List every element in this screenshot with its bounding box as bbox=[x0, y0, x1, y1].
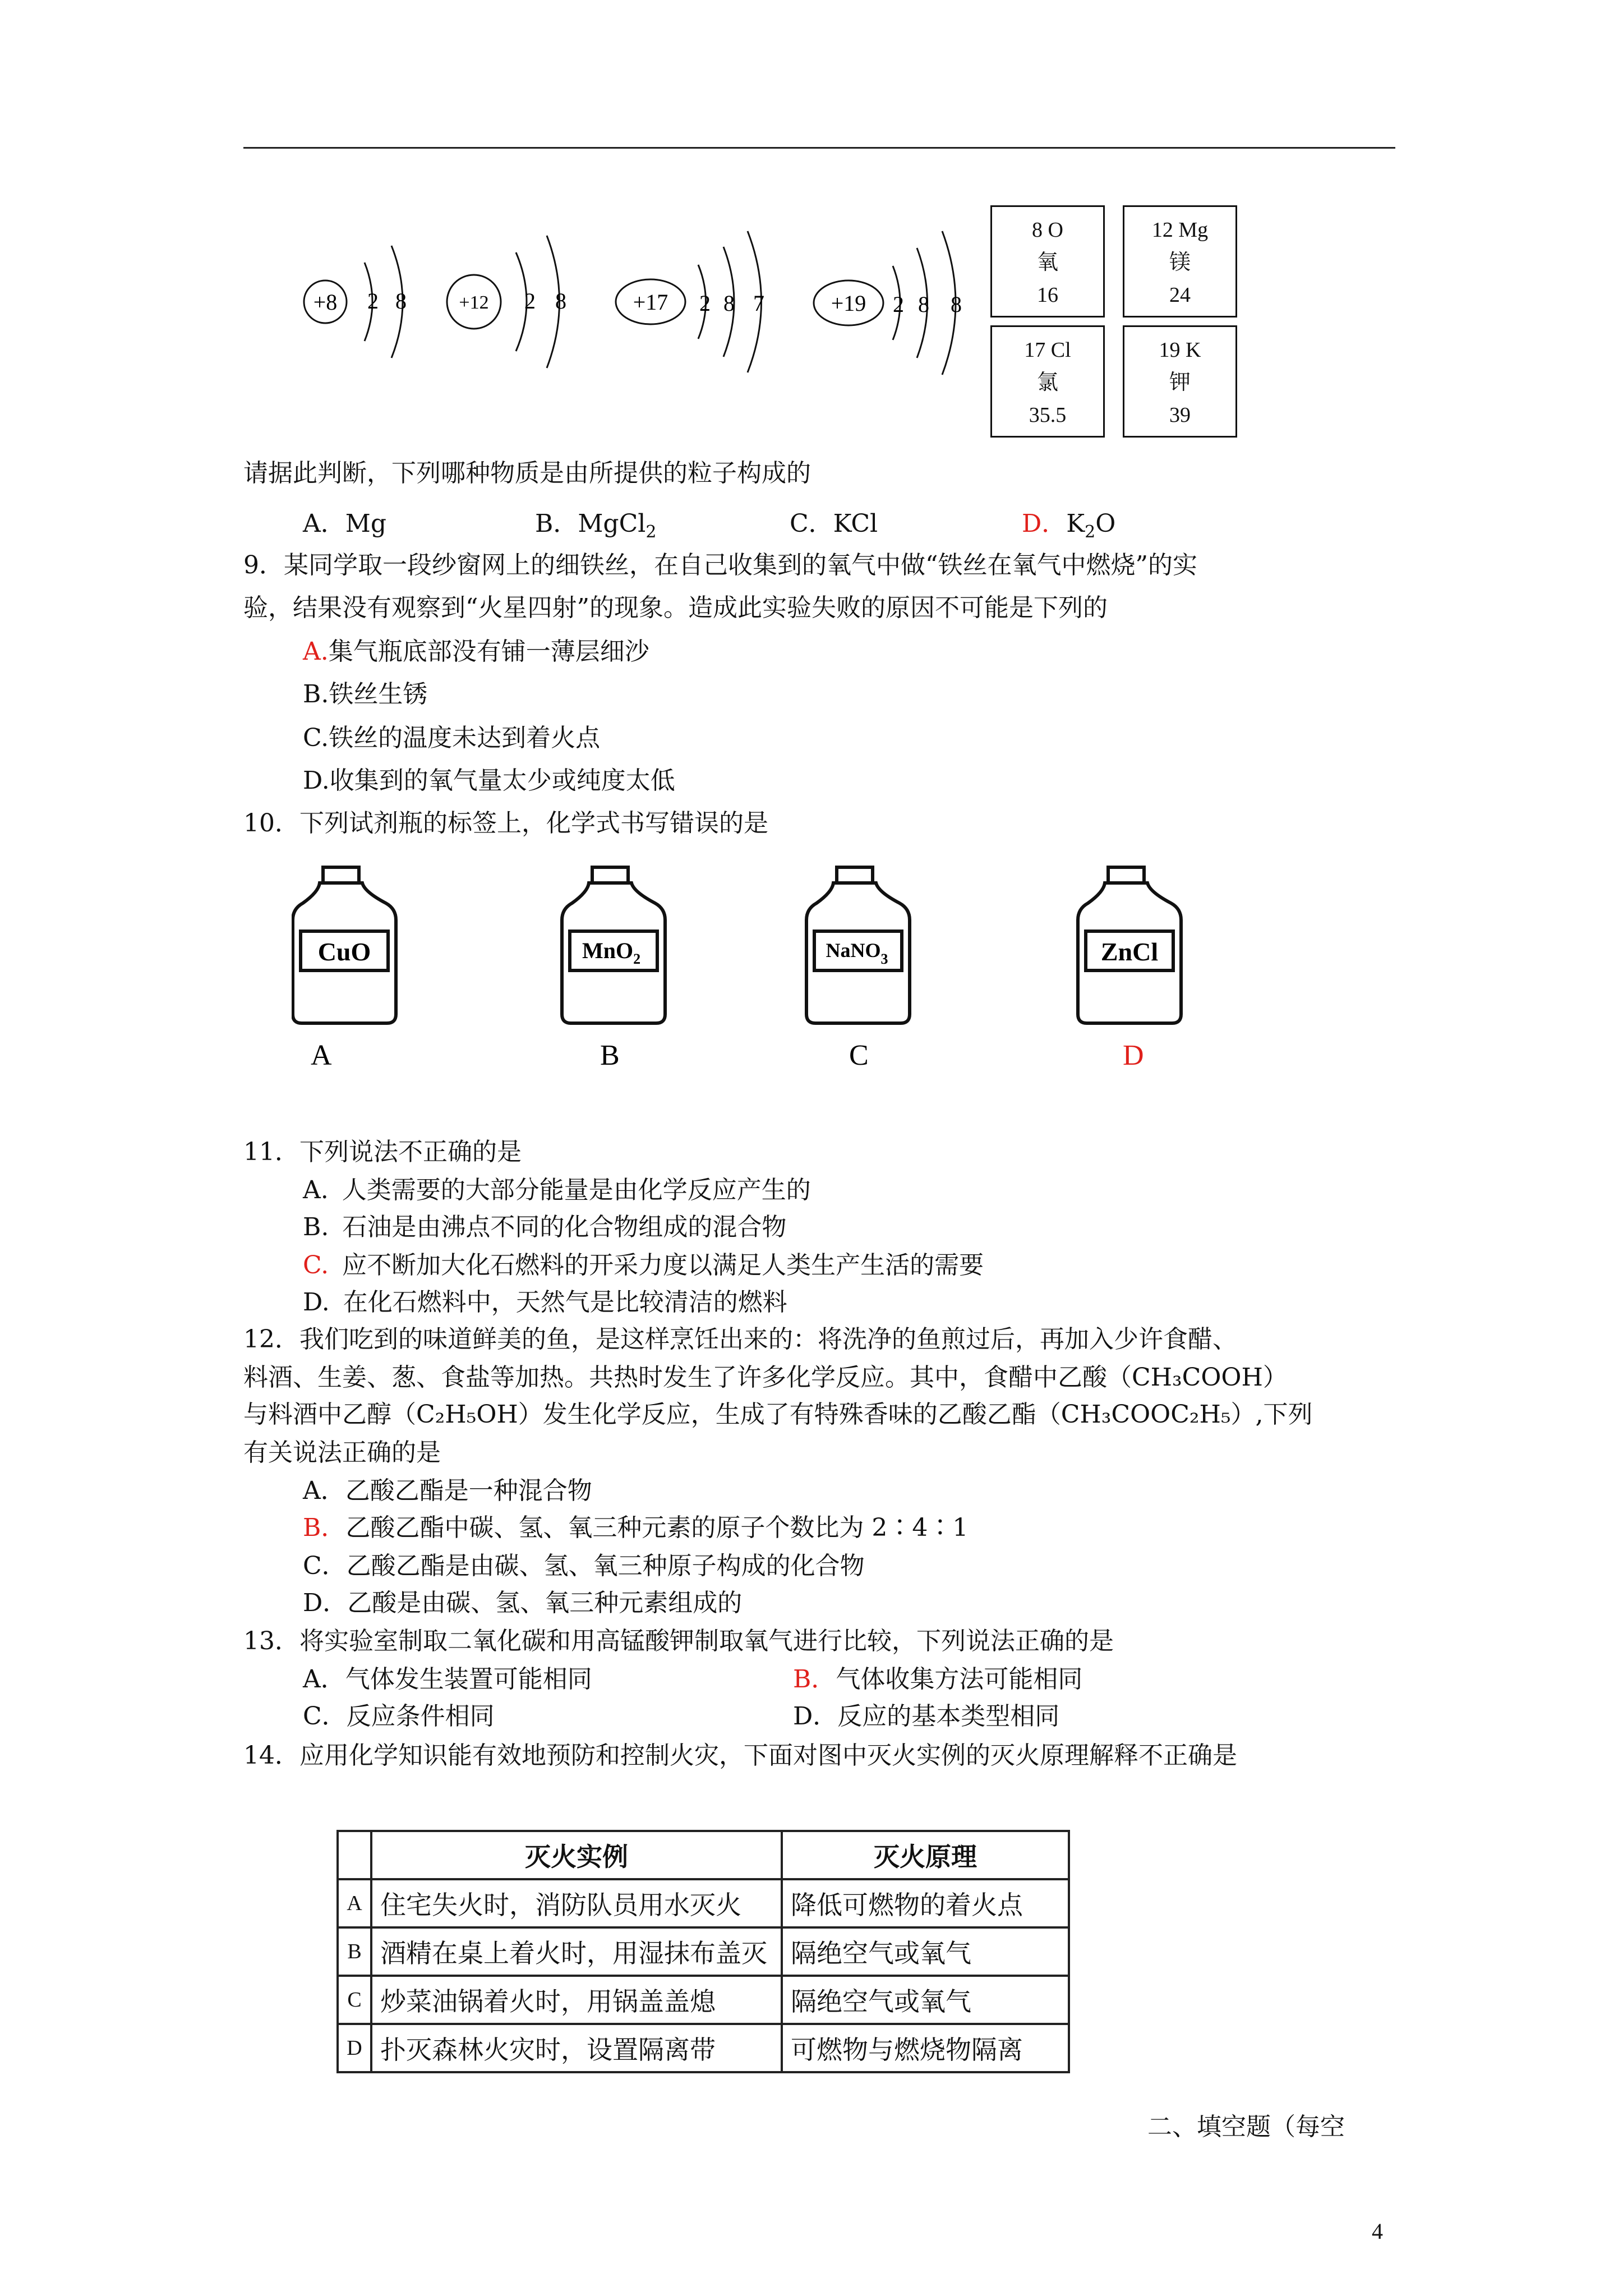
q11-option-a: A. 人类需要的大部分能量是由化学反应产生的 bbox=[303, 1176, 811, 1204]
q12-option-a: A．乙酸乙酯是一种混合物 bbox=[303, 1476, 592, 1505]
atom-structure-diagrams bbox=[280, 219, 987, 404]
row-example: 扑灭森林火灾时，设置隔离带 bbox=[371, 2024, 782, 2072]
q12-prompt-line2: 料酒、生姜、葱、食盐等加热。共热时发生了许多化学反应。其中，食醋中乙酸（CH₃COOH） bbox=[243, 1363, 1288, 1392]
q12-prompt-line1: 12．我们吃到的味道鲜美的鱼，是这样烹饪出来的：将洗净的鱼煎过后，再加入少许食醋、 bbox=[243, 1325, 1237, 1354]
q8-option-c: C．KCl bbox=[790, 509, 878, 538]
bottle-letter-d: D bbox=[1123, 1039, 1144, 1071]
bottle-letter-a: A bbox=[311, 1039, 332, 1071]
row-example: 酒精在桌上着火时，用湿抹布盖灭 bbox=[371, 1927, 782, 1976]
row-principle: 可燃物与燃烧物隔离 bbox=[782, 2024, 1069, 2072]
bottle-formula: MnO$_2$ bbox=[582, 938, 641, 967]
element-name: 氧 bbox=[1036, 251, 1058, 274]
element-header: 12 Mg bbox=[1151, 218, 1209, 242]
q14-prompt: 14．应用化学知识能有效地预防和控制火灾，下面对图中灭火实例的灭火原理解释不正确是 bbox=[243, 1741, 1237, 1770]
header-principle: 灭火原理 bbox=[782, 1831, 1069, 1879]
row-example: 住宅失火时，消防队员用水灭火 bbox=[371, 1879, 782, 1927]
shell-count: 2 bbox=[893, 292, 904, 317]
row-principle: 隔绝空气或氧气 bbox=[782, 1927, 1069, 1976]
q10-prompt: 10．下列试剂瓶的标签上，化学式书写错误的是 bbox=[243, 809, 768, 838]
q12-prompt-line3: 与料酒中乙醇（C₂H₅OH）发生化学反应，生成了有特殊香味的乙酸乙酯（CH₃COOC₂H₅）,下列 bbox=[243, 1400, 1313, 1429]
q8-option-d: D．$K_2O$ bbox=[1022, 509, 1116, 542]
shell-count: 2 bbox=[699, 291, 711, 316]
element-header: 8 O bbox=[1032, 218, 1063, 242]
shell-count: 8 bbox=[555, 288, 566, 314]
q12-option-c: C．乙酸乙酯是由碳、氢、氧三种原子构成的化合物 bbox=[303, 1552, 865, 1580]
row-key: A bbox=[338, 1879, 371, 1927]
atom-diagram-magnesium bbox=[447, 236, 566, 368]
q13-option-a: A．气体发生装置可能相同 bbox=[303, 1665, 592, 1694]
table-row bbox=[338, 1927, 1069, 1976]
shell-count: 7 bbox=[753, 291, 764, 316]
q9-option-d: D.收集到的氧气量太少或纯度太低 bbox=[303, 766, 675, 795]
q9-option-b: B.铁丝生锈 bbox=[303, 680, 428, 708]
q12-option-d: D．乙酸是由碳、氢、氧三种元素组成的 bbox=[303, 1589, 743, 1617]
q11-option-d: D. 在化石燃料中，天然气是比较清洁的燃料 bbox=[303, 1288, 787, 1317]
shell-count: 8 bbox=[395, 288, 407, 314]
element-cell-magnesium bbox=[1123, 205, 1237, 318]
row-key: D bbox=[338, 2024, 371, 2072]
nucleus-label: +12 bbox=[459, 292, 489, 313]
nucleus-label: +8 bbox=[313, 289, 338, 315]
q8-option-b: B．MgCl$_2$ bbox=[535, 509, 657, 542]
q11-option-b: B. 石油是由沸点不同的化合物组成的混合物 bbox=[303, 1213, 787, 1241]
q13-option-b: B．气体收集方法可能相同 bbox=[793, 1665, 1083, 1694]
bottle-formula: CuO bbox=[317, 937, 371, 966]
q13-prompt: 13．将实验室制取二氧化碳和用高锰酸钾制取氧气进行比较，下列说法正确的是 bbox=[243, 1627, 1114, 1655]
reagent-bottles bbox=[292, 864, 1245, 1088]
q9-prompt-line1: 9．某同学取一段纱窗网上的细铁丝，在自己收集到的氧气中做“铁丝在氧气中燃烧”的实 bbox=[243, 551, 1197, 579]
atom-diagram-potassium bbox=[814, 231, 962, 375]
bottle-formula: ZnCl bbox=[1100, 937, 1159, 966]
table-row bbox=[338, 1879, 1069, 1927]
atom-diagram-chlorine bbox=[616, 231, 764, 372]
row-example: 炒菜油锅着火时，用锅盖盖熄 bbox=[371, 1976, 782, 2024]
element-cell-potassium bbox=[1123, 325, 1237, 438]
element-mass: 16 bbox=[1037, 283, 1058, 307]
row-key: B bbox=[338, 1927, 371, 1976]
shell-count: 2 bbox=[367, 288, 379, 314]
q8-option-a: A．Mg bbox=[303, 509, 386, 538]
q13-option-c: C．反应条件相同 bbox=[303, 1702, 495, 1731]
bottle-letter-c: C bbox=[849, 1039, 869, 1071]
q9-option-c: C.铁丝的温度未达到着火点 bbox=[303, 724, 601, 752]
nucleus-label: +17 bbox=[633, 289, 668, 315]
element-mass: 39 bbox=[1169, 403, 1191, 427]
atom-diagram-oxygen bbox=[304, 246, 407, 358]
element-header: 19 K bbox=[1159, 338, 1201, 362]
bottle-formula: NaNO$_3$ bbox=[826, 939, 888, 967]
q8-prompt: 请据此判断，下列哪种物质是由所提供的粒子构成的 bbox=[243, 459, 811, 487]
row-principle: 降低可燃物的着火点 bbox=[782, 1879, 1069, 1927]
bottle-letter-b: B bbox=[600, 1039, 620, 1071]
section-2-heading: 二、填空题（每空 bbox=[1147, 2113, 1345, 2141]
q9-prompt-line2: 验，结果没有观察到“火星四射”的现象。造成此实验失败的原因不可能是下列的 bbox=[243, 593, 1108, 622]
page-number: 4 bbox=[1372, 2219, 1383, 2244]
row-principle: 隔绝空气或氧气 bbox=[782, 1976, 1069, 2024]
element-cell-chlorine bbox=[990, 325, 1105, 438]
element-header: 17 Cl bbox=[1024, 338, 1071, 362]
shell-count: 8 bbox=[723, 291, 735, 316]
shell-count: 2 bbox=[524, 288, 536, 314]
fire-extinguishing-table bbox=[336, 1830, 1070, 2073]
element-mass: 35.5 bbox=[1029, 403, 1067, 427]
table-row bbox=[338, 2024, 1069, 2072]
q12-prompt-line4: 有关说法正确的是 bbox=[243, 1438, 441, 1467]
q12-option-b: B．乙酸乙酯中碳、氢、氧三种元素的原子个数比为 2∶4∶1 bbox=[303, 1513, 969, 1542]
q11-prompt: 11．下列说法不正确的是 bbox=[243, 1138, 522, 1166]
bottle-a bbox=[293, 867, 396, 1023]
shell-count: 8 bbox=[918, 292, 929, 317]
table-header-row bbox=[338, 1831, 1069, 1879]
bottle-b bbox=[562, 867, 665, 1023]
q13-option-d: D．反应的基本类型相同 bbox=[793, 1702, 1060, 1731]
table-row bbox=[338, 1976, 1069, 2024]
q9-option-a: A.集气瓶底部没有铺一薄层细沙 bbox=[303, 637, 649, 666]
element-name: 镁 bbox=[1169, 251, 1191, 274]
nucleus-label: +19 bbox=[831, 291, 866, 316]
bottle-d bbox=[1078, 867, 1181, 1023]
header-rule bbox=[243, 147, 1395, 149]
q11-option-c: C. 应不断加大化石燃料的开采力度以满足人类生产生活的需要 bbox=[303, 1251, 984, 1280]
element-cell-oxygen bbox=[990, 205, 1105, 318]
element-name: 钾 bbox=[1169, 371, 1191, 394]
shell-count: 8 bbox=[951, 292, 962, 317]
element-mass: 24 bbox=[1169, 283, 1191, 307]
bottle-c bbox=[806, 867, 910, 1023]
header-example: 灭火实例 bbox=[371, 1831, 782, 1879]
element-name: 氯 bbox=[1036, 371, 1058, 394]
row-key: C bbox=[338, 1976, 371, 2024]
